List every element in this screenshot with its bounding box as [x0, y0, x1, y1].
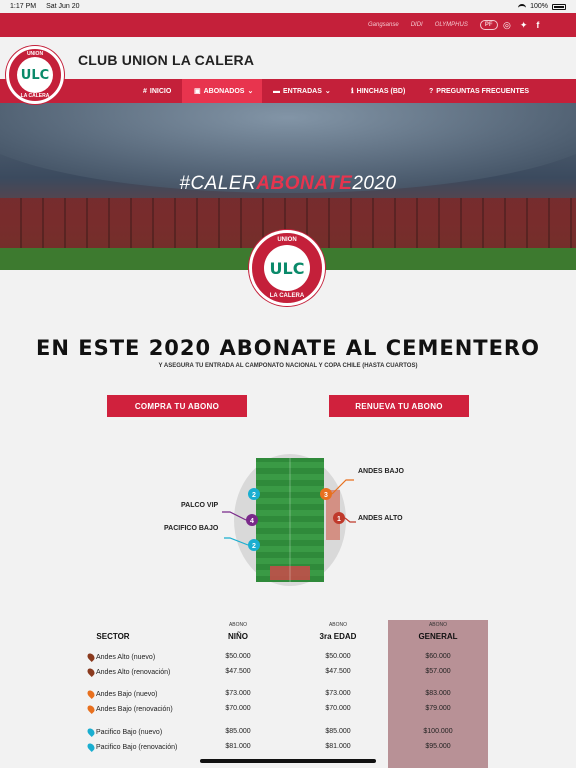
price-general: $95.000 — [425, 743, 451, 750]
label-pacifico-bajo: PACIFICO BAJO — [164, 525, 219, 532]
logo-text-top: UNION — [26, 51, 44, 57]
price-tercera: $47.500 — [325, 668, 351, 675]
price-general: $100.000 — [423, 728, 453, 735]
price-general: $60.000 — [425, 653, 451, 660]
badge-text: 4 — [250, 518, 254, 525]
price-nino: $85.000 — [225, 728, 251, 735]
battery-percent: 100% — [530, 3, 548, 10]
battery-icon — [552, 4, 566, 10]
row-sector: Andes Alto (renovación) — [96, 668, 171, 676]
table-row — [88, 743, 488, 757]
ticket-icon: ▬ — [273, 87, 280, 95]
price-tercera: $50.000 — [325, 653, 351, 660]
table-row — [88, 668, 488, 682]
instagram-icon[interactable]: ◎ — [503, 19, 511, 30]
badge-text: 1 — [337, 516, 341, 523]
logo-text-bottom: LA CALERA — [20, 93, 50, 99]
twitter-icon[interactable]: ✦ — [519, 19, 528, 30]
table-row — [88, 690, 488, 704]
price-nino: $70.000 — [225, 705, 251, 712]
price-general: $83.000 — [425, 690, 451, 697]
price-nino: $73.000 — [225, 690, 251, 697]
price-tercera: $85.000 — [325, 728, 351, 735]
logo-monogram: ULC — [17, 57, 53, 93]
chevron-down-icon: ⌄ — [247, 88, 254, 95]
map-pin-icon — [86, 727, 96, 737]
price-nino: $50.000 — [225, 653, 251, 660]
hash-icon: # — [143, 87, 147, 95]
header-abono-tercera: ABONO — [328, 622, 348, 628]
club-logo-center — [249, 230, 325, 306]
header-tercera-edad: 3ra EDAD — [319, 632, 357, 641]
price-general: $57.000 — [425, 668, 451, 675]
label-andes-alto: ANDES ALTO — [358, 515, 403, 522]
logo-text-top: UNION — [277, 237, 297, 243]
main-nav — [0, 79, 576, 103]
sponsor-logo[interactable]: OLYMPHUS — [434, 22, 468, 28]
map-pin-icon — [86, 667, 96, 677]
row-sector: Andes Bajo (renovación) — [96, 705, 173, 713]
badge-text: 3 — [324, 492, 328, 499]
home-indicator[interactable] — [200, 759, 376, 763]
nav-label: HINCHAS (BD) — [356, 87, 406, 95]
page-subtitle: Y ASEGURA TU ENTRADA AL CAMPONATO NACIONAL Y COPA CHILE (HASTA CUARTOS) — [158, 363, 418, 369]
badge-text: 2 — [252, 492, 256, 499]
status-time: 1:17 PM — [10, 3, 37, 10]
header-abono-general: ABONO — [428, 622, 448, 628]
sponsor-bar — [0, 13, 576, 37]
nav-label: ABONADOS — [203, 87, 245, 95]
question-icon: ? — [429, 87, 434, 95]
status-date: Sat Jun 20 — [46, 3, 80, 10]
nav-label: ENTRADAS — [283, 87, 322, 95]
connector-andes-alto — [345, 518, 356, 522]
map-pin-icon — [86, 652, 96, 662]
chevron-down-icon: ⌄ — [324, 88, 331, 95]
row-sector: Andes Bajo (nuevo) — [96, 690, 158, 698]
price-general: $79.000 — [425, 705, 451, 712]
header-abono-nino: ABONO — [228, 622, 248, 628]
facebook-icon[interactable]: f — [536, 20, 540, 30]
hero-title — [0, 173, 576, 195]
price-nino: $47.500 — [225, 668, 251, 675]
sponsor-logo[interactable]: DIDI — [410, 22, 423, 28]
price-tercera: $73.000 — [325, 690, 351, 697]
header-sector: SECTOR — [96, 632, 130, 641]
renew-subscription-button[interactable]: RENUEVA TU ABONO — [329, 395, 469, 417]
row-sector: Andes Alto (nuevo) — [96, 653, 156, 661]
header-nino: NIÑO — [228, 632, 248, 641]
sponsor-logo[interactable]: Gangsanse — [368, 22, 399, 28]
hero-title-accent: ABONATE — [256, 173, 353, 194]
map-pin-icon — [86, 742, 96, 752]
logo-monogram: ULC — [264, 245, 310, 291]
row-sector: Pacifico Bajo (nuevo) — [96, 728, 163, 736]
map-pin-icon — [86, 689, 96, 699]
buy-subscription-button[interactable]: COMPRA TU ABONO — [107, 395, 247, 417]
status-bar — [0, 0, 576, 13]
price-tercera: $70.000 — [325, 705, 351, 712]
label-palco-vip: PALCO VIP — [181, 502, 219, 509]
club-name: CLUB UNION LA CALERA — [78, 52, 255, 68]
card-icon: ▣ — [194, 88, 201, 95]
nav-label: INICIO — [149, 87, 172, 95]
badge-text: 2 — [252, 543, 256, 550]
info-icon: ℹ — [351, 88, 354, 95]
nav-abonados[interactable] — [182, 79, 262, 103]
hero-title-prefix: #CALER — [179, 173, 257, 194]
label-andes-bajo: ANDES BAJO — [358, 468, 404, 475]
nav-label: PREGUNTAS FRECUENTES — [436, 87, 530, 95]
nav-entradas[interactable] — [273, 79, 331, 103]
sponsor-logo[interactable]: PF — [480, 20, 498, 30]
logo-text-bottom: LA CALERA — [269, 293, 305, 299]
wifi-icon — [518, 4, 526, 10]
hero-title-suffix: 2020 — [352, 173, 397, 194]
price-tercera: $81.000 — [325, 743, 351, 750]
table-row — [88, 705, 488, 719]
table-row — [88, 728, 488, 742]
table-row — [88, 653, 488, 667]
nav-preguntas[interactable] — [429, 79, 529, 103]
header-general: GENERAL — [418, 632, 458, 641]
page-title: EN ESTE 2020 ABONATE AL CEMENTERO — [36, 336, 540, 360]
map-pin-icon — [86, 704, 96, 714]
price-nino: $81.000 — [225, 743, 251, 750]
row-sector: Pacifico Bajo (renovación) — [96, 743, 178, 751]
nav-inicio[interactable] — [143, 79, 171, 103]
club-logo[interactable] — [6, 46, 64, 104]
nav-hinchas[interactable] — [351, 79, 405, 103]
